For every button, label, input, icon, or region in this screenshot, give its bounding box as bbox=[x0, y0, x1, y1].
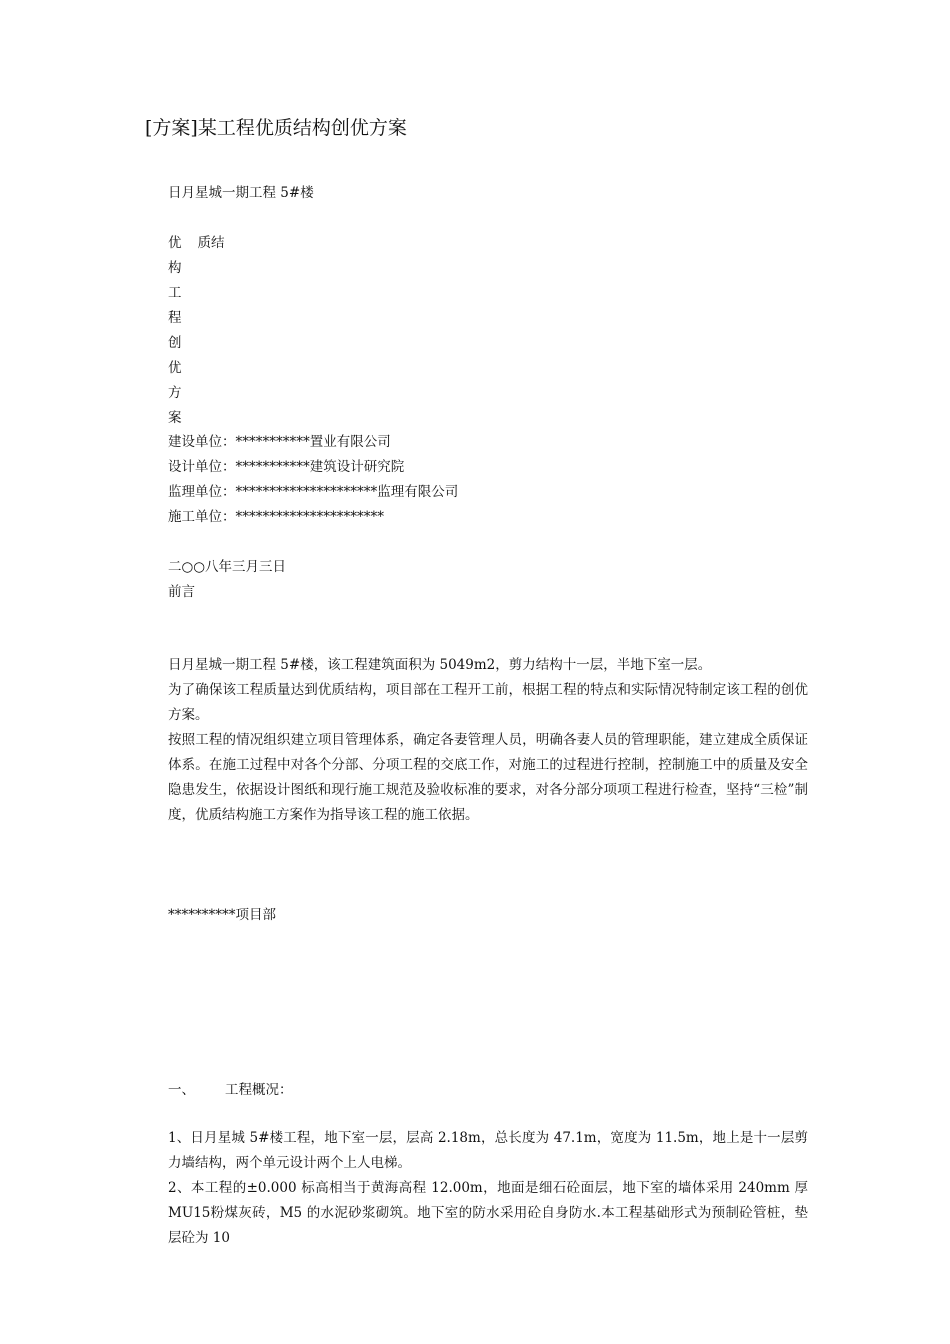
preface-paragraph: 为了确保该工程质量达到优质结构，项目部在工程开工前，根据工程的特点和实际情况特制定该工程的创优方案。 bbox=[168, 682, 808, 723]
supervision-unit: 监理单位：*********************监理有限公司 bbox=[168, 484, 459, 500]
cover-vertical-char: 工 bbox=[168, 285, 182, 301]
cover-char: 优 bbox=[168, 235, 182, 251]
section-heading bbox=[168, 1080, 293, 1100]
cover-chars: 质结 bbox=[197, 235, 225, 251]
cover-vertical-char: 方 bbox=[168, 385, 182, 401]
signature: **********项目部 bbox=[168, 907, 276, 923]
section-title: 工程概况： bbox=[225, 1082, 293, 1098]
preface-heading: 前言 bbox=[168, 584, 195, 600]
construction-unit: 建设单位：***********置业有限公司 bbox=[168, 434, 391, 450]
cover-vertical-char: 优 bbox=[168, 360, 182, 376]
design-unit: 设计单位：***********建筑设计研究院 bbox=[168, 459, 405, 475]
project-name: 日月星城一期工程 5#楼 bbox=[168, 185, 314, 201]
document-title: [方案]某工程优质结构创优方案 bbox=[145, 117, 407, 139]
overview-item: 1、日月星城 5#楼工程，地下室一层，层高 2.18m，总长度为 47.1m，宽度为 11.5m，地上是十一层剪力墙结构，两个单元设计两个上人电梯。 bbox=[168, 1130, 808, 1171]
overview-item: 2、本工程的±0.000 标高相当于黄海高程 12.00m，地面是细石砼面层，地下室的墙体采用 240mm 厚 MU15粉煤灰砖，M5 的水泥砂浆砌筑。地下室的防水采用砼自身防水.本工程基础形式为预制砼管桩，垫层砼为 10 bbox=[168, 1180, 808, 1246]
section-number: 一、 bbox=[168, 1082, 195, 1098]
cover-vertical-char: 程 bbox=[168, 310, 182, 326]
document-date: 二○○八年三月三日 bbox=[168, 559, 287, 575]
preface-paragraph: 按照工程的情况组织建立项目管理体系，确定各妻管理人员，明确各妻人员的管理职能，建立建成全质保证体系。在施工过程中对各个分部、分项工程的交底工作，对施工的过程进行控制，控制施工中的质量及安全隐患发生，依据设计图纸和现行施工规范及验收标准的要求，对各分部分项项工程进行检查，坚持“三检”制度，优质结构施工方案作为指导该工程的施工依据。 bbox=[168, 732, 808, 823]
builder-unit: 施工单位：********************** bbox=[168, 509, 384, 525]
cover-vertical-char: 案 bbox=[168, 410, 182, 426]
cover-vertical-char: 构 bbox=[168, 260, 182, 276]
cover-vertical-char: 创 bbox=[168, 335, 182, 351]
cover-title-first-line bbox=[168, 233, 225, 253]
preface-paragraph: 日月星城一期工程 5#楼，该工程建筑面积为 5049m2，剪力结构十一层，半地下室一层。 bbox=[168, 657, 712, 673]
